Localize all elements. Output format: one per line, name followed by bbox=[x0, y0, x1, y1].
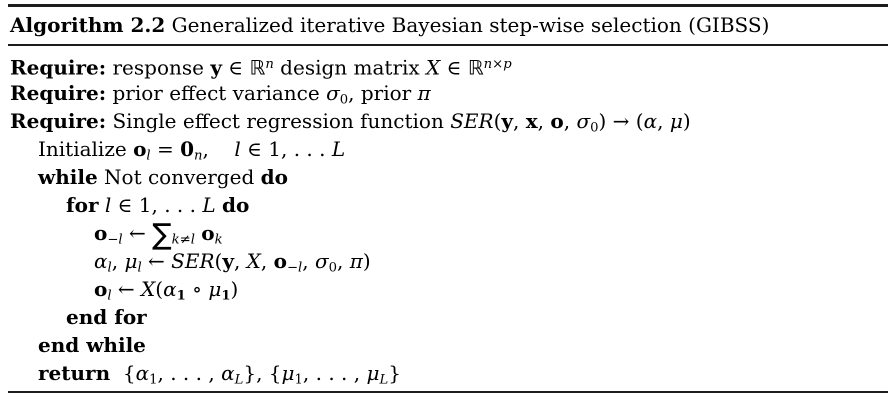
algorithm-title-label: Algorithm 2.2 bbox=[10, 13, 166, 37]
algorithm-line-9: $o_l$ ← $X(\alpha_1$ ∘ $\mu_1$) bbox=[94, 277, 239, 304]
algorithm-line-7: $o_{-l}$ ← $\sum_{k\ne l}$ $o_k$ bbox=[94, 217, 223, 252]
algorithm-line-1: Require: response y ∈ ℝ$^n$ design matrix X ∈ ℝ$^{n\times p}$ bbox=[10, 55, 512, 80]
algorithm-line-2: Require: prior effect variance $\sigma_0$, prior π bbox=[10, 81, 431, 108]
algorithm-title-text: Generalized iterative Bayesian step-wise selection (GIBSS) bbox=[165, 13, 770, 37]
algorithm-body bbox=[0, 46, 896, 387]
algorithm-line-5: while Not converged do bbox=[38, 165, 288, 189]
algorithm-line-4: Initialize $o_l = 0_n$, l ∈ 1, . . . L bbox=[38, 137, 346, 164]
algorithm-line-3: Require: Single effect regression function SER(y, x, o, $\sigma_0) \to (\alpha$, μ) bbox=[10, 109, 691, 136]
algorithm-line-12: return {$\alpha_1$, . . . , $\alpha_L$}, {$\mu_1$, . . . , $\mu_L$} bbox=[38, 361, 401, 388]
algorithm-line-8: $\alpha_l$, $\mu_l$ ← SER(y, X, $o_{-l}$, $\sigma_0$, π) bbox=[94, 249, 371, 276]
algorithm-line-6: for l ∈ 1, . . . L do bbox=[66, 193, 250, 217]
algorithm-line-10: end for bbox=[66, 305, 147, 329]
algorithm-line-11: end while bbox=[38, 333, 146, 357]
algorithm-header bbox=[0, 7, 896, 44]
bottom-rule bbox=[8, 391, 888, 393]
